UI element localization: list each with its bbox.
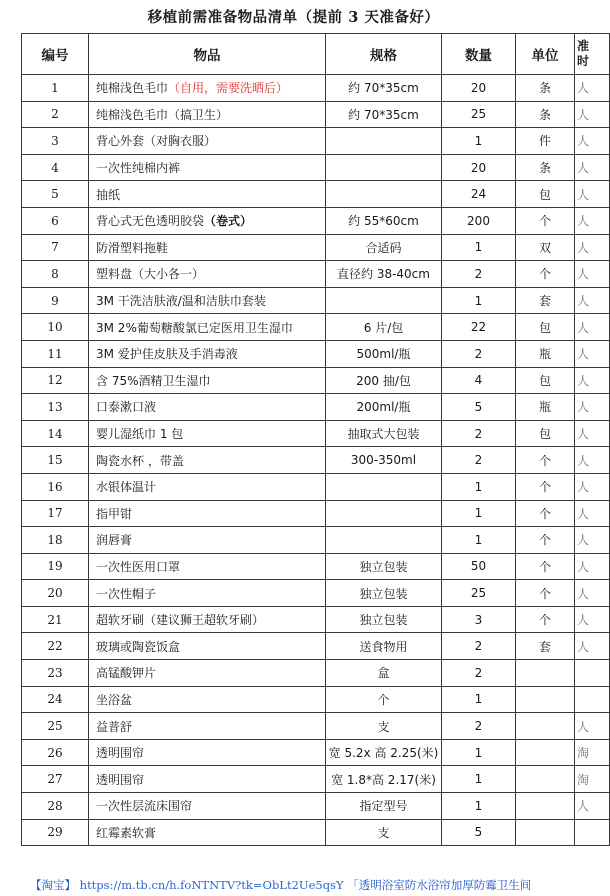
row-quantity: 24: [442, 181, 516, 208]
row-cut-off: 人: [575, 101, 610, 128]
row-item: [89, 793, 326, 820]
row-quantity: 2: [442, 447, 516, 474]
row-number: 19: [22, 553, 89, 580]
row-number: 15: [22, 447, 89, 474]
table-row: [22, 234, 610, 261]
footer-product: 「透明浴室防水浴帘加厚防霉卫生间: [347, 878, 532, 892]
row-unit: 瓶: [516, 394, 575, 421]
row-item-emphasis: （卷式）: [204, 214, 253, 229]
row-cut-off: 人: [575, 207, 610, 234]
row-quantity: 4: [442, 367, 516, 394]
row-unit: 件: [516, 128, 575, 155]
row-quantity: 1: [442, 234, 516, 261]
row-unit: 包: [516, 314, 575, 341]
row-number: 29: [22, 819, 89, 846]
row-item: [89, 819, 326, 846]
row-unit: 个: [516, 606, 575, 633]
table-row: [22, 713, 610, 740]
row-item: [89, 713, 326, 740]
row-spec: 200ml/瓶: [326, 394, 442, 421]
row-unit: 套: [516, 287, 575, 314]
row-item-label: 纯棉浅色毛巾: [96, 81, 169, 96]
row-item: [89, 128, 326, 155]
row-item: [89, 420, 326, 447]
table-row: [22, 340, 610, 367]
table-row: [22, 261, 610, 288]
row-cut-off: 淘: [575, 739, 610, 766]
row-unit: 个: [516, 500, 575, 527]
row-cut-off: 人: [575, 181, 610, 208]
row-item-label: 防滑塑料拖鞋: [96, 240, 169, 255]
row-unit: 个: [516, 207, 575, 234]
table-row: [22, 633, 610, 660]
row-cut-off: 人: [575, 420, 610, 447]
row-unit: 个: [516, 261, 575, 288]
row-item: [89, 447, 326, 474]
table-row: [22, 420, 610, 447]
row-spec: [326, 473, 442, 500]
page-title: 移植前需准备物品清单（提前 3 天准备好）: [147, 9, 440, 26]
row-spec: [326, 128, 442, 155]
header-number: 编号: [22, 34, 89, 75]
row-quantity: 1: [442, 473, 516, 500]
row-cut-off: 人: [575, 287, 610, 314]
table-row: [22, 367, 610, 394]
table-header-row: [22, 34, 610, 75]
row-number: 1: [22, 75, 89, 102]
row-spec: 指定型号: [326, 793, 442, 820]
table-row: [22, 686, 610, 713]
row-spec: 独立包装: [326, 580, 442, 607]
row-quantity: 5: [442, 819, 516, 846]
row-quantity: 2: [442, 261, 516, 288]
table-row: [22, 75, 610, 102]
row-item: [89, 660, 326, 687]
row-quantity: 1: [442, 128, 516, 155]
row-unit: [516, 739, 575, 766]
row-item-label: 透明围帘: [96, 772, 145, 787]
supply-table: [21, 33, 610, 846]
table-row: [22, 181, 610, 208]
row-spec: 6 片/包: [326, 314, 442, 341]
row-quantity: 2: [442, 340, 516, 367]
row-item: [89, 686, 326, 713]
row-number: 25: [22, 713, 89, 740]
row-item-label: 益普舒: [96, 719, 133, 734]
row-unit: [516, 713, 575, 740]
row-item: [89, 580, 326, 607]
row-unit: [516, 793, 575, 820]
row-spec: [326, 527, 442, 554]
row-item-label: 3M 干洗洁肤液/温和洁肤巾套装: [96, 294, 266, 309]
row-item-label: 一次性医用口罩: [96, 559, 181, 574]
row-number: 18: [22, 527, 89, 554]
row-unit: 条: [516, 101, 575, 128]
row-cut-off: 人: [575, 314, 610, 341]
table-row: [22, 793, 610, 820]
row-unit: [516, 819, 575, 846]
row-item-label: 透明围帘: [96, 746, 145, 761]
row-quantity: 2: [442, 420, 516, 447]
row-unit: [516, 766, 575, 793]
row-number: 2: [22, 101, 89, 128]
row-quantity: 1: [442, 527, 516, 554]
row-unit: 个: [516, 527, 575, 554]
row-unit: 双: [516, 234, 575, 261]
row-item-label: 塑料盘（大小各一）: [96, 267, 205, 282]
row-item: [89, 207, 326, 234]
row-item: [89, 340, 326, 367]
row-quantity: 1: [442, 766, 516, 793]
row-item-label: 口泰漱口液: [96, 400, 157, 415]
table-row: [22, 766, 610, 793]
row-item: [89, 553, 326, 580]
table-row: [22, 606, 610, 633]
row-quantity: 22: [442, 314, 516, 341]
table-row: [22, 500, 610, 527]
row-number: 7: [22, 234, 89, 261]
row-spec: 合适码: [326, 234, 442, 261]
row-quantity: 20: [442, 154, 516, 181]
footer-url[interactable]: https://m.tb.cn/h.foNTNTV?tk=ObLt2Ue5qsY: [79, 878, 344, 892]
table-row: [22, 128, 610, 155]
row-number: 23: [22, 660, 89, 687]
row-item: [89, 766, 326, 793]
row-item-label: 纯棉浅色毛巾（搞卫生）: [96, 107, 229, 122]
header-quantity: 数量: [442, 34, 516, 75]
row-cut-off: 人: [575, 154, 610, 181]
row-spec: [326, 181, 442, 208]
header-item: 物品: [89, 34, 326, 75]
row-cut-off: 人: [575, 500, 610, 527]
row-quantity: 20: [442, 75, 516, 102]
table-row: [22, 394, 610, 421]
row-item-label: 抽纸: [96, 187, 121, 202]
row-quantity: 1: [442, 793, 516, 820]
row-item: [89, 181, 326, 208]
row-item: [89, 500, 326, 527]
row-item: [89, 527, 326, 554]
row-number: 8: [22, 261, 89, 288]
row-quantity: 2: [442, 713, 516, 740]
row-spec: 独立包装: [326, 606, 442, 633]
row-unit: 个: [516, 580, 575, 607]
row-item-label: 含 75%酒精卫生湿巾: [96, 373, 211, 388]
row-cut-off: 人: [575, 75, 610, 102]
row-quantity: 2: [442, 633, 516, 660]
row-unit: [516, 686, 575, 713]
row-cut-off: 人: [575, 793, 610, 820]
row-item: [89, 633, 326, 660]
row-number: 9: [22, 287, 89, 314]
row-cut-off: 人: [575, 553, 610, 580]
row-quantity: 50: [442, 553, 516, 580]
table-row: [22, 314, 610, 341]
row-item-label: 指甲钳: [96, 506, 133, 521]
row-number: 5: [22, 181, 89, 208]
row-item-label: 3M 爱护佳皮肤及手消毒液: [96, 347, 238, 362]
row-spec: 支: [326, 819, 442, 846]
row-quantity: 25: [442, 101, 516, 128]
row-number: 21: [22, 606, 89, 633]
footer-tag: 【淘宝】: [30, 878, 76, 892]
row-number: 27: [22, 766, 89, 793]
row-unit: [516, 660, 575, 687]
row-cut-off: 淘: [575, 766, 610, 793]
row-spec: 约 70*35cm: [326, 101, 442, 128]
row-item-label: 玻璃或陶瓷饭盒: [96, 639, 181, 654]
row-spec: 支: [326, 713, 442, 740]
row-item-label: 3M 2%葡萄糖酸氯已定医用卫生湿巾: [96, 320, 293, 335]
row-item-label: 背心外套（对胸衣服）: [96, 134, 217, 149]
row-unit: 包: [516, 367, 575, 394]
table-row: [22, 101, 610, 128]
row-cut-off: [575, 819, 610, 846]
row-number: 13: [22, 394, 89, 421]
row-item-label: 超软牙刷（建议狮王超软牙刷）: [96, 613, 265, 628]
row-number: 24: [22, 686, 89, 713]
row-item-label: 一次性纯棉内裤: [96, 161, 181, 176]
row-item-label: 陶瓷水杯 ，带盖: [96, 453, 184, 468]
row-item: [89, 261, 326, 288]
row-item: [89, 101, 326, 128]
row-item-label: 一次性层流床围帘: [96, 799, 193, 814]
row-number: 11: [22, 340, 89, 367]
row-spec: 个: [326, 686, 442, 713]
row-spec: 直径约 38-40cm: [326, 261, 442, 288]
row-cut-off: 人: [575, 447, 610, 474]
row-unit: 个: [516, 553, 575, 580]
row-item-note: （自用，需要洗晒后）: [168, 81, 289, 96]
row-number: 4: [22, 154, 89, 181]
table-row: [22, 207, 610, 234]
row-unit: 条: [516, 75, 575, 102]
row-item: [89, 234, 326, 261]
row-quantity: 5: [442, 394, 516, 421]
row-cut-off: 人: [575, 633, 610, 660]
row-number: 28: [22, 793, 89, 820]
row-item-label: 润唇膏: [96, 533, 133, 548]
row-cut-off: 人: [575, 527, 610, 554]
row-spec: 200 抽/包: [326, 367, 442, 394]
row-item: [89, 394, 326, 421]
footer-link[interactable]: [30, 877, 590, 895]
table-row: [22, 739, 610, 766]
table-row: [22, 287, 610, 314]
table-row: [22, 553, 610, 580]
row-spec: 宽 1.8*高 2.17(米): [326, 766, 442, 793]
header-cut-off: 准 时: [575, 34, 610, 75]
row-number: 3: [22, 128, 89, 155]
row-quantity: 2: [442, 660, 516, 687]
header-unit: 单位: [516, 34, 575, 75]
row-spec: 盒: [326, 660, 442, 687]
row-cut-off: [575, 686, 610, 713]
row-number: 6: [22, 207, 89, 234]
table-row: [22, 473, 610, 500]
row-quantity: 1: [442, 686, 516, 713]
row-spec: [326, 154, 442, 181]
row-item-label: 高锰酸钾片: [96, 666, 157, 681]
row-unit: 包: [516, 181, 575, 208]
row-item: [89, 287, 326, 314]
row-quantity: 25: [442, 580, 516, 607]
row-unit: 包: [516, 420, 575, 447]
row-spec: 抽取式大包装: [326, 420, 442, 447]
row-spec: 独立包装: [326, 553, 442, 580]
row-spec: 宽 5.2x 高 2.25(米): [326, 739, 442, 766]
row-number: 10: [22, 314, 89, 341]
row-item-label: 背心式无色透明胶袋: [96, 214, 205, 229]
row-cut-off: 人: [575, 606, 610, 633]
row-cut-off: [575, 660, 610, 687]
row-item: [89, 739, 326, 766]
row-spec: [326, 287, 442, 314]
row-cut-off: 人: [575, 394, 610, 421]
row-cut-off: 人: [575, 128, 610, 155]
table-row: [22, 660, 610, 687]
row-number: 14: [22, 420, 89, 447]
table-row: [22, 580, 610, 607]
row-number: 20: [22, 580, 89, 607]
row-item: [89, 606, 326, 633]
row-unit: 条: [516, 154, 575, 181]
row-spec: 500ml/瓶: [326, 340, 442, 367]
row-quantity: 200: [442, 207, 516, 234]
row-cut-off: 人: [575, 713, 610, 740]
row-item-label: 坐浴盆: [96, 692, 133, 707]
row-number: 17: [22, 500, 89, 527]
table-row: [22, 154, 610, 181]
row-number: 22: [22, 633, 89, 660]
row-quantity: 3: [442, 606, 516, 633]
row-cut-off: 人: [575, 261, 610, 288]
row-spec: 送食物用: [326, 633, 442, 660]
row-item: [89, 473, 326, 500]
row-spec: [326, 500, 442, 527]
row-spec: 约 70*35cm: [326, 75, 442, 102]
row-cut-off: 人: [575, 367, 610, 394]
row-cut-off: 人: [575, 473, 610, 500]
row-item: [89, 154, 326, 181]
row-item-label: 一次性帽子: [96, 586, 157, 601]
header-spec: 规格: [326, 34, 442, 75]
row-quantity: 1: [442, 739, 516, 766]
row-number: 16: [22, 473, 89, 500]
row-spec: 约 55*60cm: [326, 207, 442, 234]
row-unit: 个: [516, 447, 575, 474]
row-item: [89, 367, 326, 394]
table-row: [22, 527, 610, 554]
row-item-label: 水银体温计: [96, 480, 157, 495]
row-item-label: 红霉素软膏: [96, 825, 157, 840]
table-body: [22, 75, 610, 846]
row-unit: 套: [516, 633, 575, 660]
row-unit: 个: [516, 473, 575, 500]
row-cut-off: 人: [575, 340, 610, 367]
row-cut-off: 人: [575, 580, 610, 607]
row-quantity: 1: [442, 287, 516, 314]
row-spec: 300-350ml: [326, 447, 442, 474]
table-row: [22, 819, 610, 846]
row-quantity: 1: [442, 500, 516, 527]
row-number: 12: [22, 367, 89, 394]
row-item-label: 婴儿湿纸巾 1 包: [96, 427, 184, 442]
table-row: [22, 447, 610, 474]
row-unit: 瓶: [516, 340, 575, 367]
row-item: [89, 314, 326, 341]
row-cut-off: 人: [575, 234, 610, 261]
row-item: [89, 75, 326, 102]
row-number: 26: [22, 739, 89, 766]
